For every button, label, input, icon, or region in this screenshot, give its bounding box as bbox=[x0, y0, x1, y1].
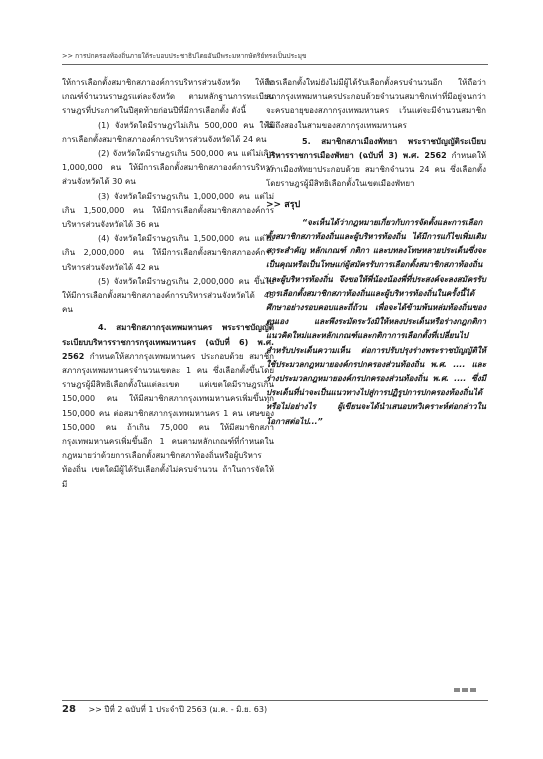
end-mark bbox=[454, 688, 476, 692]
footer-divider bbox=[62, 700, 488, 701]
page-number: 28 bbox=[62, 704, 76, 715]
running-header: >> การปกครองท้องถิ่นภายใต้ระบอบประชาธิปไตยอันมีพระมหากษัตริย์ทรงเป็นประมุข bbox=[62, 52, 307, 60]
right-column bbox=[266, 76, 486, 429]
section-5-heading: 5. สมาชิกสภาเมืองพัทยา พระราชบัญญัติระเบียบบริหารราชการเมืองพัทยา (ฉบับที่ 3) พ.ศ. 2562 bbox=[266, 136, 486, 161]
summary-heading: >> สรุป bbox=[266, 199, 301, 210]
section-5-body: กำหนดให้สภาเมืองพัทยาประกอบด้วย สมาชิกจำนวน 24 คน ซึ่งเลือกตั้งโดยราษฎรผู้มีสิทธิเลือกตั้งในเขตเมืองพัทยา bbox=[266, 151, 487, 189]
paragraph: ให้การเลือกตั้งสมาชิกสภาองค์การบริหารส่วนจังหวัด ให้ถือเกณฑ์จำนวนราษฎรแต่ละจังหวัด ตามหลักฐานการทะเบียนราษฎรที่ประกาศในปีสุดท้ายก่อนปีที่มีการเลือกตั้ง ดังนี้ bbox=[62, 78, 274, 116]
section-5-paragraph bbox=[266, 135, 486, 192]
section-4-heading: 4. สมาชิกสภากรุงเทพมหานคร พระราชบัญญัติระเบียบบริหารราชการกรุงเทพมหานคร (ฉบับที่ 6) พ.ศ. 2562 bbox=[62, 323, 274, 361]
header-divider bbox=[62, 64, 488, 65]
list-item: (4) จังหวัดใดมีราษฎรเกิน 1,500,000 คน แต่ไม่เกิน 2,000,000 คน ให้มีการเลือกตั้งสมาชิกสภาองค์การบริหารส่วนจังหวัดได้ 42 คน bbox=[62, 234, 274, 272]
end-square bbox=[462, 688, 468, 692]
list-item: (5) จังหวัดใดมีราษฎรเกิน 2,000,000 คน ขึ้นไป ให้มีการเลือกตั้งสมาชิกสภาองค์การบริหารส่วนจังหวัดได้ 48 คน bbox=[62, 276, 274, 315]
list-item: (3) จังหวัดใดมีราษฎรเกิน 1,000,000 คน แต่ไม่เกิน 1,500,000 คน ให้มีการเลือกตั้งสมาชิกสภาองค์การบริหารส่วนจังหวัดได้ 36 คน bbox=[62, 191, 274, 230]
end-square bbox=[454, 688, 460, 692]
summary-quote: “จะเห็นได้ว่ากฎหมายเกี่ยวกับการจัดตั้งและการเลือกตั้งสมาชิกสภาท้องถิ่นและผู้บริหารท้องถิ่น ได้มีการแก้ไขเพิ่มเติมสาระสำคัญ หลักเกณฑ์ กติกา และบทลงโทษหลายประเด็นซึ่งจะเป็นคุณหรือเป็นโทษแก่ผู้สมัครรับการเลือกตั้งสมาชิกสภาท้องถิ่นและผู้บริหารท้องถิ่น จึงขอให้พี่น้องน้องพี่ที่ประสงค์จะลงสมัครรับการเลือกตั้งสมาชิกสภาท้องถิ่นและผู้บริหารท้องถิ่นในครั้งนี้ได้ศึกษาอย่างรอบคอบและถี่ถ้วน เพื่อจะได้ข้ามพ้นหล่มท้องถิ่นของตนเอง และพึงระมัดระวังมิให้หลงประเด็นหรือร่างกฎกติกาแนวคิดใหม่และหลักเกณฑ์และกติกาการเลือกตั้งที่เปลี่ยนไป สำหรับประเด็นความเห็น ต่อการปรับปรุงร่างพระราชบัญญัติให้ใช้ประมวลกฎหมายองค์กรปกครองส่วนท้องถิ่น พ.ศ. .... และร่างประมวลกฎหมายองค์กรปกครองส่วนท้องถิ่น พ.ศ. .... ซึ่งมีประเด็นที่น่าจะเป็นแนวทางไปสู่การปฏิรูปการปกครองท้องถิ่นได้หรือไม่อย่างไร ผู้เขียนจะได้นำเสนอบทวิเคราะห์ต่อกล่าวในโอกาสต่อไป...” bbox=[266, 217, 486, 426]
list-item: (1) จังหวัดใดมีราษฎรไม่เกิน 500,000 คน ให้มีการเลือกตั้งสมาชิกสภาองค์การบริหารส่วนจังหวัดได้ 24 คน bbox=[62, 120, 274, 144]
section-4-paragraph bbox=[62, 321, 274, 491]
section-4-body: กำหนดให้สภากรุงเทพมหานคร ประกอบด้วย สมาชิกสภากรุงเทพมหานครจำนวนเขตละ 1 คน ซึ่งเลือกตั้งขึ้นโดยราษฎรผู้มีสิทธิเลือกตั้งในแต่ละเขต แต่เขตใดมีราษฎรเกิน 150,000 คน ให้มีสมาชิกสภากรุงเทพมหานครเพิ่มขึ้นทุก 150,000 คน ต่อสมาชิกสภากรุงเทพมหานคร 1 คน เศษของ 150,000 คน ถ้าเกิน 75,000 คน ให้มีสมาชิกสภากรุงเทพมหานครเพิ่มขึ้นอีก 1 คนตามหลักเกณฑ์ที่กำหนดในกฎหมายว่าด้วยการเลือกตั้งสมาชิกสภาท้องถิ่นหรือผู้บริหารท้องถิ่น เขตใดมีผู้ได้รับเลือกตั้งไม่ครบจำนวน ถ้าในการจัดให้มี bbox=[62, 351, 274, 489]
paragraph: การเลือกตั้งใหม่ยังไม่มีผู้ได้รับเลือกตั้งครบจำนวนอีก ให้ถือว่าสภากรุงเทพมหานครประกอบด้วยจำนวนสมาชิกเท่าที่มีอยู่จนกว่าจะครบอายุของสภากรุงเทพมหานคร เว้นแต่จะมีจำนวนสมาชิกไม่ถึงสองในสามของสภากรุงเทพมหานคร bbox=[266, 78, 486, 130]
footer-issue-text: >> ปีที่ 2 ฉบับที่ 1 ประจำปี 2563 (ม.ค. - มิ.ย. 63) bbox=[88, 705, 268, 714]
page-footer bbox=[62, 703, 267, 716]
left-column bbox=[62, 76, 274, 492]
list-item: (2) จังหวัดใดมีราษฎรเกิน 500,000 คน แต่ไม่เกิน 1,000,000 คน ให้มีการเลือกตั้งสมาชิกสภาองค์การบริหารส่วนจังหวัดได้ 30 คน bbox=[62, 149, 274, 187]
end-square bbox=[470, 688, 476, 692]
